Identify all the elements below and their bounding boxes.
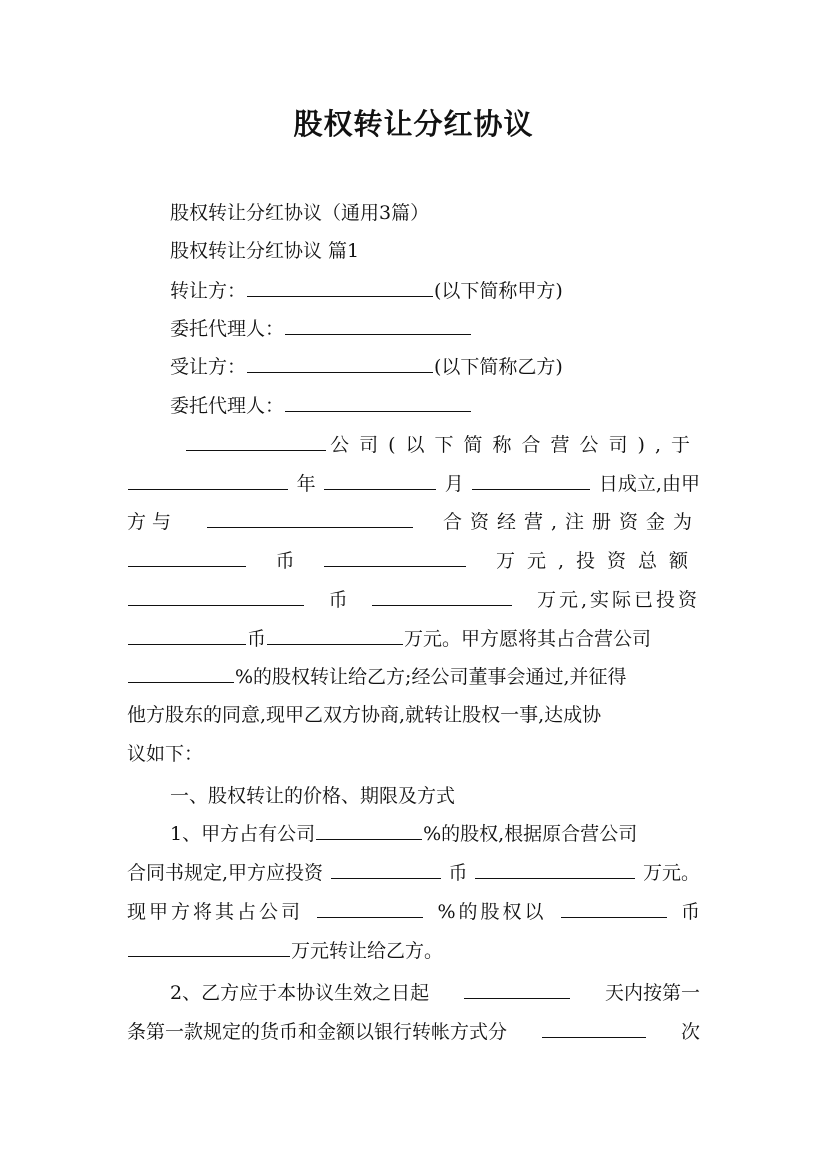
year-blank [128,470,288,490]
item1-i: 万元转让给乙方。 [291,940,444,962]
item1-currency-blank [331,859,441,879]
agent-blank-2 [285,392,471,412]
item1-line-1 [170,820,637,847]
item1-g: %的股权以 [437,901,547,923]
item2-d: 次 [680,1021,700,1043]
item2-days-blank [464,979,570,999]
month-blank [324,470,436,490]
percent-blank [128,663,234,683]
currency-label-3: 币 [247,628,267,650]
joint-text: 合资经营,注册资金为 [442,511,700,533]
company-text: 公司(以下简称合营公司),于 [330,434,700,456]
item1-price-blank [561,898,667,918]
transferee-note: (以下简称乙方) [434,356,563,378]
transferor-label: 转让方： [170,280,247,302]
p1-line-5 [127,586,700,613]
section-1-title: 一、股权转让的价格、期限及方式 [170,785,456,807]
transferor-note: (以下简称甲方) [434,280,563,302]
p1-line-9: 议如下： [127,743,204,765]
item1-a: 1、甲方占有公司 [170,823,316,845]
wanyuan-text-2: 万元,实际已投资 [536,589,700,611]
currency-label-1: 币 [275,550,295,572]
item1-d: 币 [448,862,468,884]
p1-line-8: 他方股东的同意,现甲乙双方协商,就转让股权一事,达成协 [127,704,602,726]
wanyuan-text-3: 万元。甲方愿将其占合营公司 [404,628,652,650]
item1-c: 合同书规定,甲方应投资 [127,862,324,884]
item2-c: 条第一款规定的货币和金额以银行转帐方式分 [127,1021,508,1043]
item1-b: %的股权,根据原合营公司 [423,823,638,845]
currency-blank-1 [128,547,246,567]
currency-blank-3 [128,625,246,645]
item1-percent-blank-2 [317,898,423,918]
subtitle: 股权转让分红协议（通用3篇） [170,202,430,224]
amount-blank-2 [372,586,512,606]
transferee-line [170,353,563,380]
item1-amount-blank-2 [128,937,290,957]
amount-blank-3 [267,625,403,645]
wanyuan-text-1: 万元,投资总额 [495,550,700,572]
transferor-blank [247,277,433,297]
item1-e: 万元。 [642,862,700,884]
item1-line-4 [127,937,443,964]
item2-line-2 [127,1018,700,1045]
transferee-label: 受让方： [170,356,247,378]
item1-f: 现甲方将其占公司 [127,901,304,923]
item1-line-3 [127,898,700,925]
item1-amount-blank [475,859,635,879]
item1-percent-blank [316,820,422,840]
currency-label-2: 币 [328,589,348,611]
month-label: 月 [444,473,464,495]
amount-blank-1 [324,547,466,567]
currency-blank-2 [128,586,304,606]
p1-line-4 [127,547,700,574]
partner-blank [207,508,413,528]
transferee-blank [247,353,433,373]
day-blank [472,470,590,490]
p1-line-1 [185,431,700,458]
percent-text: %的股权转让给乙方;经公司董事会通过,并征得 [235,666,627,688]
item2-times-blank [542,1018,646,1038]
p1-line-7 [127,663,627,690]
agent-label-2: 委托代理人： [170,395,285,417]
agent-blank-1 [285,315,471,335]
document-title: 股权转让分红协议 [293,107,534,141]
party-a-text: 方与 [127,511,178,533]
transferor-line [170,277,563,304]
agent-line-2 [170,392,472,419]
section-heading: 股权转让分红协议 篇1 [170,240,360,262]
year-label: 年 [296,473,316,495]
p1-line-3 [127,508,700,535]
p1-line-2 [127,470,700,497]
item2-b: 天内按第一 [604,982,700,1004]
item2-line-1 [170,979,700,1006]
p1-line-6 [127,625,651,652]
agent-line-1 [170,315,472,342]
item1-h: 币 [680,901,700,923]
company-blank [186,431,326,451]
item2-a: 2、乙方应于本协议生效之日起 [170,982,430,1004]
agent-label-1: 委托代理人： [170,318,285,340]
founded-text: 日成立,由甲 [598,473,700,495]
item1-line-2 [127,859,700,886]
